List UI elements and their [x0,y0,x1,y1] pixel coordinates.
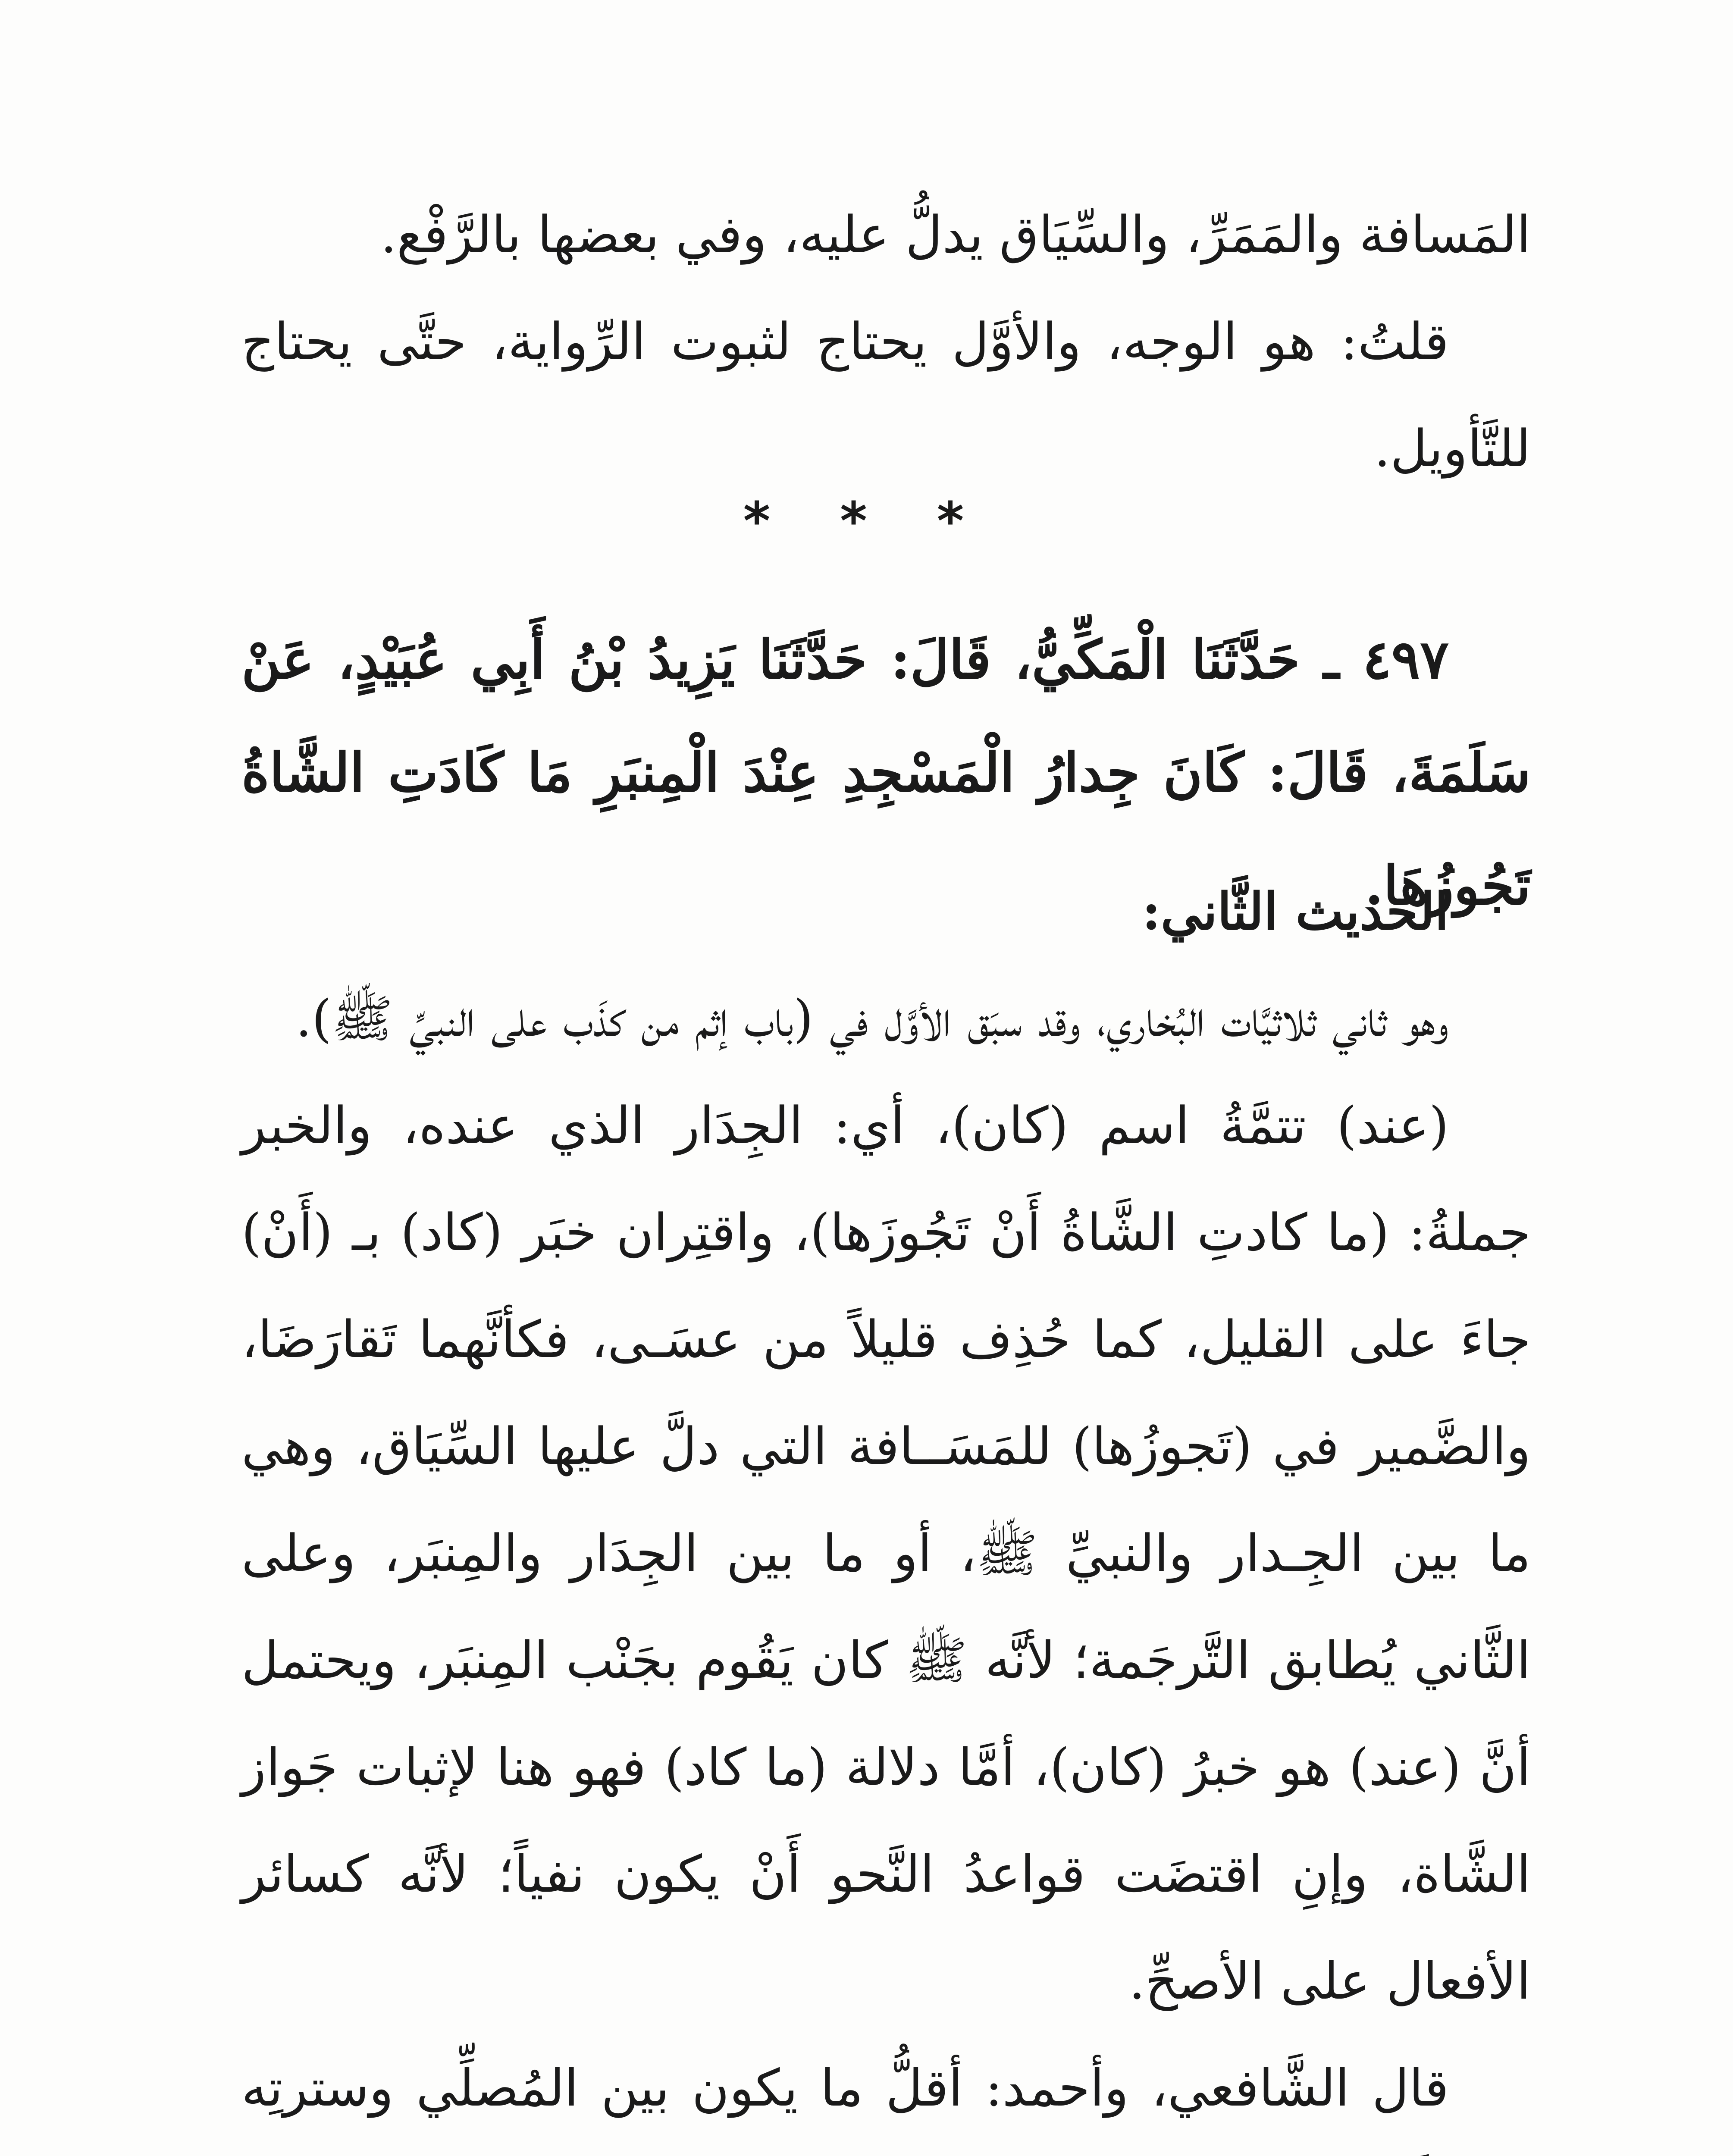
commentary-paragraph-1: وهو ثاني ثلاثيَّات البُخاري، وقد سبَق الأوَّل في (باب إثم من كذَب على النبيِّ ﷺ). [295,989,1449,1048]
hadith-paragraph: ٤٩٧ ـ حَدَّثَنَا الْمَكِّيُّ، قَالَ: حَدَّثَنَا يَزِيدُ بْنُ أَبِي عُبَيْدٍ، عَنْ سَلَمَةَ، قَالَ: كَانَ جِدارُ الْمَسْجِدِ عِنْدَ الْمِنبَرِ مَا كَادَتِ الشَّاةُ تَجُوزُهَا. [241,629,1531,917]
section-separator: * * * [743,492,990,552]
commentary-block [241,858,1531,2156]
continuation-paragraph: المَسافة والمَمَرِّ، والسِّيَاق يدلُّ عليه، وفي بعضها بالرَّفْع. [380,205,1531,264]
top-text-block [241,181,1531,502]
commentary-paragraph-2: (عند) تتمَّةُ اسم (كان)، أي: الجِدَار الذي عنده، والخبر جملةُ: (ما كادتِ الشَّاةُ أَنْ تَجُوزَها)، واقتِران خبَر (كاد) بـ (أَنْ) جاءَ على القليل، كما حُذِف قليلاً من عسَـى، فكأنَّهما تَقارَضَا، والضَّمير في (تَجوزُها) للمَسَــافة التي دلَّ عليها السِّيَاق، وهي ما بين الجِـدار والنبيِّ ﷺ، أو ما بين الجِدَار والمِنبَر، وعلى الثَّاني يُطابق التَّرجَمة؛ لأنَّه ﷺ كان يَقُوم بجَنْب المِنبَر، ويحتمل أنَّ (عند) هو خبرُ (كان)، أمَّا دلالة (ما كاد) فهو هنا لإثبات جَواز الشَّاة، وإنِ اقتضَت قواعدُ النَّحو أَنْ يكون نفياً؛ لأنَّه كسائر الأفعال على الأصحِّ. [241,1096,1531,2011]
section-heading: الحديث الثَّاني: [1142,881,1449,941]
commentary-paragraph-3: قال الشَّافعي، وأحمد: أقلُّ ما يكون بين المُصلِّي وسترتِه [241,2058,1449,2118]
comment-paragraph: قلتُ: هو الوجه، والأوَّل يحتاج لثبوت الرِّواية، حتَّى يحتاج للتَّأويل. [241,312,1531,478]
